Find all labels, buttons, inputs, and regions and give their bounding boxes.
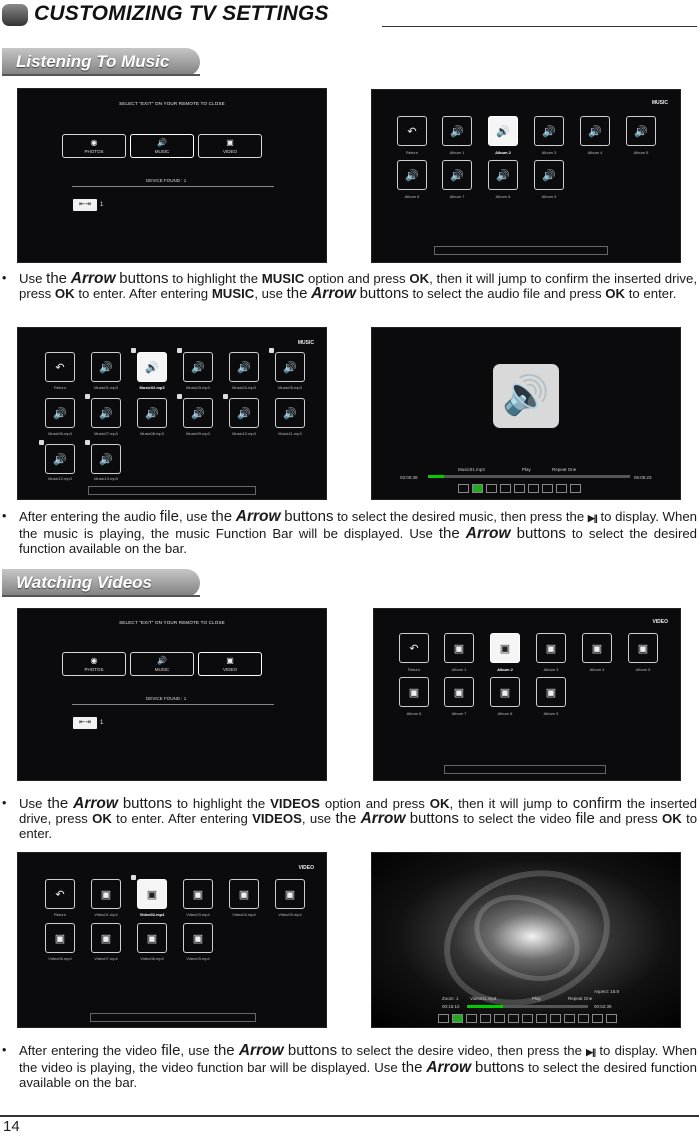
tile-label: Video06.mp4 [48, 956, 72, 961]
music-file-icon: 🔊 [137, 352, 167, 382]
screen-corner-label: MUSIC [297, 340, 314, 346]
album-6-icon: ▣ [399, 677, 429, 707]
device-divider [72, 704, 274, 705]
album-2-icon: ▣ [490, 633, 520, 663]
tile-label: Music02.mp3 [139, 385, 165, 390]
paragraph-video-2: After entering the video file, use the Arrow buttons to select the desire video, then press the ▶|| to display. When the video is playing, the video function bar will be displayed. Use the Arrow buttons to select the desired function available on the bar. [19, 1042, 697, 1090]
tile-label: Return [407, 667, 420, 672]
video-file-icon: ▣ [229, 879, 259, 909]
album-2-icon: 🔊 [488, 116, 518, 146]
checkbox-icon [177, 348, 182, 353]
tile-label: Video05.mp4 [278, 912, 302, 917]
device-found-label: DEVICE FOUND : 1 [146, 696, 187, 701]
menu-photos-label: PHOTOS [84, 148, 104, 154]
album-8-icon: 🔊 [488, 160, 518, 190]
tile-label: Return [53, 385, 66, 390]
album-4-icon: ▣ [582, 633, 612, 663]
path-bar [88, 486, 256, 495]
speaker-icon: 🔊 [157, 137, 167, 147]
album-9-icon: 🔊 [534, 160, 564, 190]
tile-label: Music13.mp3 [94, 476, 118, 481]
tile-label: Music03.mp3 [186, 385, 210, 390]
playing-file: Music01.mp3 [458, 467, 485, 472]
control-icon [522, 1014, 533, 1023]
tile-label: Video03.mp4 [186, 912, 210, 917]
screen-prompt: SELECT "EXIT" ON YOUR REMOTE TO CLOSE [119, 620, 225, 625]
album-1-icon: ▣ [444, 633, 474, 663]
checkbox-icon [131, 348, 136, 353]
menu-music [130, 134, 194, 158]
tile-label: Video09.mp4 [186, 956, 210, 961]
page-number: 14 [3, 1118, 20, 1135]
music-file-icon: 🔊 [137, 398, 167, 428]
album-5-icon: 🔊 [626, 116, 656, 146]
album-9-icon: ▣ [536, 677, 566, 707]
tile-label: Album 2 [497, 667, 513, 672]
control-icon [438, 1014, 449, 1023]
control-icon [480, 1014, 491, 1023]
tile-label: Video02.mp4 [139, 912, 165, 917]
tile-label: Music11.mp3 [278, 431, 302, 436]
repeat-mode: Repeat One [568, 996, 593, 1001]
bullet: • [2, 271, 7, 285]
section-title-music: Listening To Music [16, 52, 170, 71]
album-7-icon: 🔊 [442, 160, 472, 190]
menu-photos [62, 134, 126, 158]
checkbox-icon [85, 394, 90, 399]
tile-label: Album 4 [587, 150, 603, 155]
tile-label: Album 3 [543, 667, 559, 672]
play-state: Play [532, 996, 541, 1001]
tile-label: Return [53, 912, 66, 917]
video-file-icon: ▣ [275, 879, 305, 909]
video-file-icon: ▣ [45, 923, 75, 953]
video-file-icon: ▣ [183, 879, 213, 909]
screen-corner-label: VIDEO [652, 619, 668, 625]
control-icon [452, 1014, 463, 1023]
control-icon [472, 484, 483, 493]
video-camera-icon: ▣ [226, 137, 234, 147]
control-icon [542, 484, 553, 493]
menu-music-label: MUSIC [154, 148, 170, 154]
section-tab-video [2, 569, 200, 597]
tile-label: Music09.mp3 [186, 431, 210, 436]
tile-label: Album 9 [541, 194, 557, 199]
music-file-icon: 🔊 [91, 352, 121, 382]
screenshot-source-menu-video [17, 608, 327, 781]
bullet: • [2, 1043, 7, 1057]
screenshot-video-files [17, 852, 327, 1028]
usb-count: 1 [100, 202, 104, 208]
menu-photos-label: PHOTOS [84, 666, 104, 672]
header-pill-icon [2, 4, 28, 26]
control-icon [578, 1014, 589, 1023]
control-icon [528, 484, 539, 493]
album-5-icon: ▣ [628, 633, 658, 663]
tile-label: Music05.mp3 [278, 385, 302, 390]
control-icon [570, 484, 581, 493]
aspect-label: Aspect: 16:9 [594, 989, 620, 994]
section-tab-music [2, 48, 200, 76]
screenshot-music-files [17, 327, 327, 500]
usb-icon: ⇤⇥ [73, 199, 97, 211]
control-icon [556, 484, 567, 493]
playing-file: Video01.mp4 [470, 996, 497, 1001]
return-icon: ↶ [45, 352, 75, 382]
footer-rule [0, 1115, 699, 1117]
tile-label: Album 5 [633, 150, 649, 155]
control-icon [606, 1014, 617, 1023]
checkbox-icon [177, 394, 182, 399]
paragraph-video-1: Use the Arrow buttons to highlight the VIDEOS option and press OK, then it will jump to confirm the inserted drive, press OK to enter. After entering VIDEOS, use the Arrow buttons to select the video file and press OK to enter. [19, 795, 698, 841]
tile-label: Album 1 [449, 150, 465, 155]
video-file-icon: ▣ [183, 923, 213, 953]
checkbox-icon [131, 875, 136, 880]
video-file-icon: ▣ [137, 923, 167, 953]
return-icon: ↶ [399, 633, 429, 663]
control-icon [500, 484, 511, 493]
album-3-icon: 🔊 [534, 116, 564, 146]
music-file-icon: 🔊 [45, 444, 75, 474]
tile-label: Album 8 [497, 711, 513, 716]
menu-video [198, 652, 262, 676]
menu-video-label: VIDEO [222, 666, 237, 672]
usb-count: 1 [100, 720, 104, 726]
page-title: CUSTOMIZING TV SETTINGS [34, 2, 329, 25]
paragraph-music-1: Use the Arrow buttons to highlight the MUSIC option and press OK, then it will jump to confirm the inserted drive, press OK to enter. After entering MUSIC, use the Arrow buttons to select the audio file and press OK to enter. [19, 270, 698, 302]
album-7-icon: ▣ [444, 677, 474, 707]
device-divider [72, 186, 274, 187]
album-1-icon: 🔊 [442, 116, 472, 146]
elapsed-time: 00:16:10 [442, 1004, 460, 1009]
control-icon [458, 484, 469, 493]
video-camera-icon: ▣ [226, 655, 234, 665]
album-6-icon: 🔊 [397, 160, 427, 190]
tile-label: Music07.mp3 [94, 431, 118, 436]
screen-prompt: SELECT "EXIT" ON YOUR REMOTE TO CLOSE [119, 101, 225, 106]
total-time: 00:52:39 [594, 1004, 612, 1009]
video-file-icon: ▣ [137, 879, 167, 909]
checkbox-icon [269, 348, 274, 353]
return-icon: ↶ [45, 879, 75, 909]
checkbox-icon [223, 394, 228, 399]
screen-corner-label: MUSIC [651, 100, 668, 106]
speaker-icon: 🔊 [157, 655, 167, 665]
tile-label: Album 9 [543, 711, 559, 716]
play-state: Play [522, 467, 531, 472]
screenshot-source-menu-music [17, 88, 327, 263]
screenshot-album-grid-music [371, 89, 681, 263]
header-rule [382, 26, 697, 27]
control-icon [564, 1014, 575, 1023]
video-file-icon: ▣ [91, 879, 121, 909]
tile-label: Music01.mp3 [94, 385, 118, 390]
tile-label: Album 1 [451, 667, 467, 672]
page-header [2, 2, 697, 28]
menu-video [198, 134, 262, 158]
elapsed-time: 03:00:38 [400, 475, 418, 480]
return-icon: ↶ [397, 116, 427, 146]
screenshot-album-grid-video [373, 608, 681, 781]
usb-icon: ⇤⇥ [73, 717, 97, 729]
path-bar [90, 1013, 256, 1022]
music-file-icon: 🔊 [91, 444, 121, 474]
control-icon [508, 1014, 519, 1023]
control-icon [536, 1014, 547, 1023]
zoom-label: Zoom: 1 [442, 996, 459, 1001]
tile-label: Music12.mp3 [48, 476, 72, 481]
tile-label: Video04.mp4 [232, 912, 256, 917]
tile-label: Album 4 [589, 667, 605, 672]
screen-corner-label: VIDEO [298, 865, 314, 871]
progress-bar [428, 475, 630, 478]
album-8-icon: ▣ [490, 677, 520, 707]
music-file-icon: 🔊 [275, 352, 305, 382]
control-icon [494, 1014, 505, 1023]
total-time: 06:05:23 [634, 475, 652, 480]
music-file-icon: 🔊 [45, 398, 75, 428]
speaker-icon: 🔊 [493, 364, 559, 428]
checkbox-icon [39, 440, 44, 445]
tile-label: Album 6 [406, 711, 422, 716]
tile-label: Music04.mp3 [232, 385, 256, 390]
control-icon [514, 484, 525, 493]
tile-label: Music08.mp3 [140, 431, 164, 436]
control-icon [486, 484, 497, 493]
menu-photos [62, 652, 126, 676]
section-title-video: Watching Videos [16, 573, 153, 592]
progress-bar [467, 1005, 588, 1008]
control-icon [550, 1014, 561, 1023]
tile-label: Video08.mp4 [140, 956, 164, 961]
repeat-mode: Repeat One [552, 467, 577, 472]
tile-label: Video07.mp4 [94, 956, 118, 961]
tile-label: Music06.mp3 [48, 431, 72, 436]
screenshot-video-playing [371, 852, 681, 1028]
play-pause-icon: ▶|| [587, 513, 597, 523]
camera-icon: ◉ [90, 137, 98, 147]
music-file-icon: 🔊 [183, 398, 213, 428]
album-4-icon: 🔊 [580, 116, 610, 146]
menu-music-label: MUSIC [154, 666, 170, 672]
tile-label: Album 6 [404, 194, 420, 199]
path-bar [444, 765, 606, 774]
tile-label: Album 3 [541, 150, 557, 155]
tile-label: Return [405, 150, 418, 155]
album-3-icon: ▣ [536, 633, 566, 663]
tile-label: Music10.mp3 [232, 431, 256, 436]
control-icon [466, 1014, 477, 1023]
camera-icon: ◉ [90, 655, 98, 665]
music-file-icon: 🔊 [91, 398, 121, 428]
tile-label: Album 8 [495, 194, 511, 199]
music-file-icon: 🔊 [229, 352, 259, 382]
tile-label: Album 2 [495, 150, 511, 155]
music-file-icon: 🔊 [183, 352, 213, 382]
tile-label: Video01.mp4 [94, 912, 118, 917]
control-icon [592, 1014, 603, 1023]
video-file-icon: ▣ [91, 923, 121, 953]
menu-video-label: VIDEO [222, 148, 237, 154]
tile-label: Album 5 [635, 667, 651, 672]
music-file-icon: 🔊 [229, 398, 259, 428]
paragraph-music-2: After entering the audio file, use the Arrow buttons to select the desired music, then press the ▶|| to display. When the music is playing, the music Function Bar will be displayed. Use the Arrow buttons to select the desired function available on the bar. [19, 508, 698, 556]
tile-label: Album 7 [451, 711, 467, 716]
checkbox-icon [85, 440, 90, 445]
music-file-icon: 🔊 [275, 398, 305, 428]
tile-label: Album 7 [449, 194, 465, 199]
menu-music [130, 652, 194, 676]
device-found-label: DEVICE FOUND : 1 [146, 178, 187, 183]
bullet: • [2, 509, 7, 523]
screenshot-music-playing [371, 327, 681, 500]
play-pause-icon: ▶|| [586, 1047, 596, 1057]
path-bar [434, 246, 608, 255]
bullet: • [2, 796, 7, 810]
